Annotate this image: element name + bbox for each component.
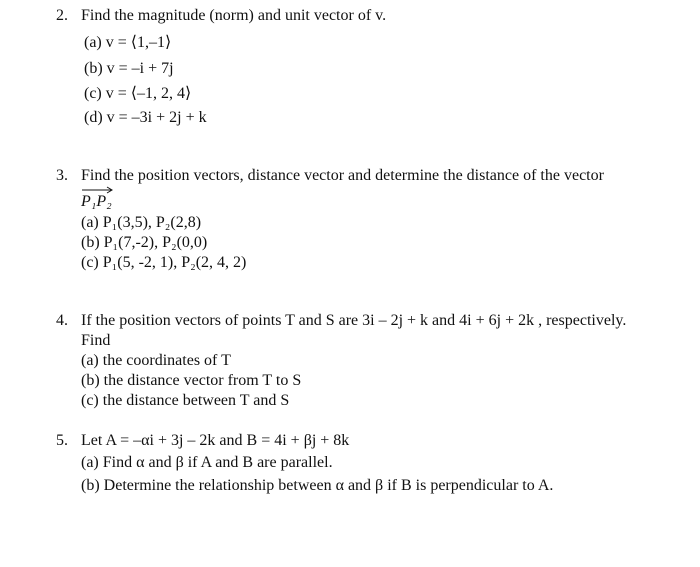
question-number: 5. bbox=[56, 432, 68, 449]
list-item: (b) P₁(7,-2), P₂(0,0) bbox=[81, 234, 208, 251]
question-prompt: Let A = –αi + 3j – 2k and B = 4i + βj + 8k bbox=[81, 432, 350, 449]
question-number: 4. bbox=[56, 312, 68, 329]
list-item: (a) the coordinates of T bbox=[81, 352, 231, 369]
list-item: (c) P₁(5, -2, 1), P₂(2, 4, 2) bbox=[81, 254, 247, 271]
vector-label: P₁P₂ bbox=[81, 193, 112, 210]
list-item: (b) Determine the relationship between α and β if B is perpendicular to A. bbox=[81, 477, 554, 494]
list-item: (a) v = ⟨1,–1⟩ bbox=[84, 34, 172, 51]
list-item: (b) the distance vector from T to S bbox=[81, 372, 302, 389]
list-item: (a) P₁(3,5), P₂(2,8) bbox=[81, 214, 202, 231]
list-item: (d) v = –3i + 2j + k bbox=[84, 109, 207, 126]
list-item: (a) Find α and β if A and B are parallel. bbox=[81, 454, 333, 471]
list-item: (c) the distance between T and S bbox=[81, 392, 290, 409]
question-number: 2. bbox=[56, 7, 68, 24]
question-prompt: Find the magnitude (norm) and unit vector of v. bbox=[81, 7, 387, 24]
list-item: (b) v = –i + 7j bbox=[84, 60, 174, 77]
question-number: 3. bbox=[56, 167, 68, 184]
question-prompt-continued: Find bbox=[81, 332, 111, 349]
list-item: (c) v = ⟨–1, 2, 4⟩ bbox=[84, 85, 192, 102]
question-prompt: If the position vectors of points T and S are 3i – 2j + k and 4i + 6j + 2k , respectively. bbox=[81, 312, 627, 329]
question-prompt: Find the position vectors, distance vector and determine the distance of the vector bbox=[81, 167, 604, 184]
